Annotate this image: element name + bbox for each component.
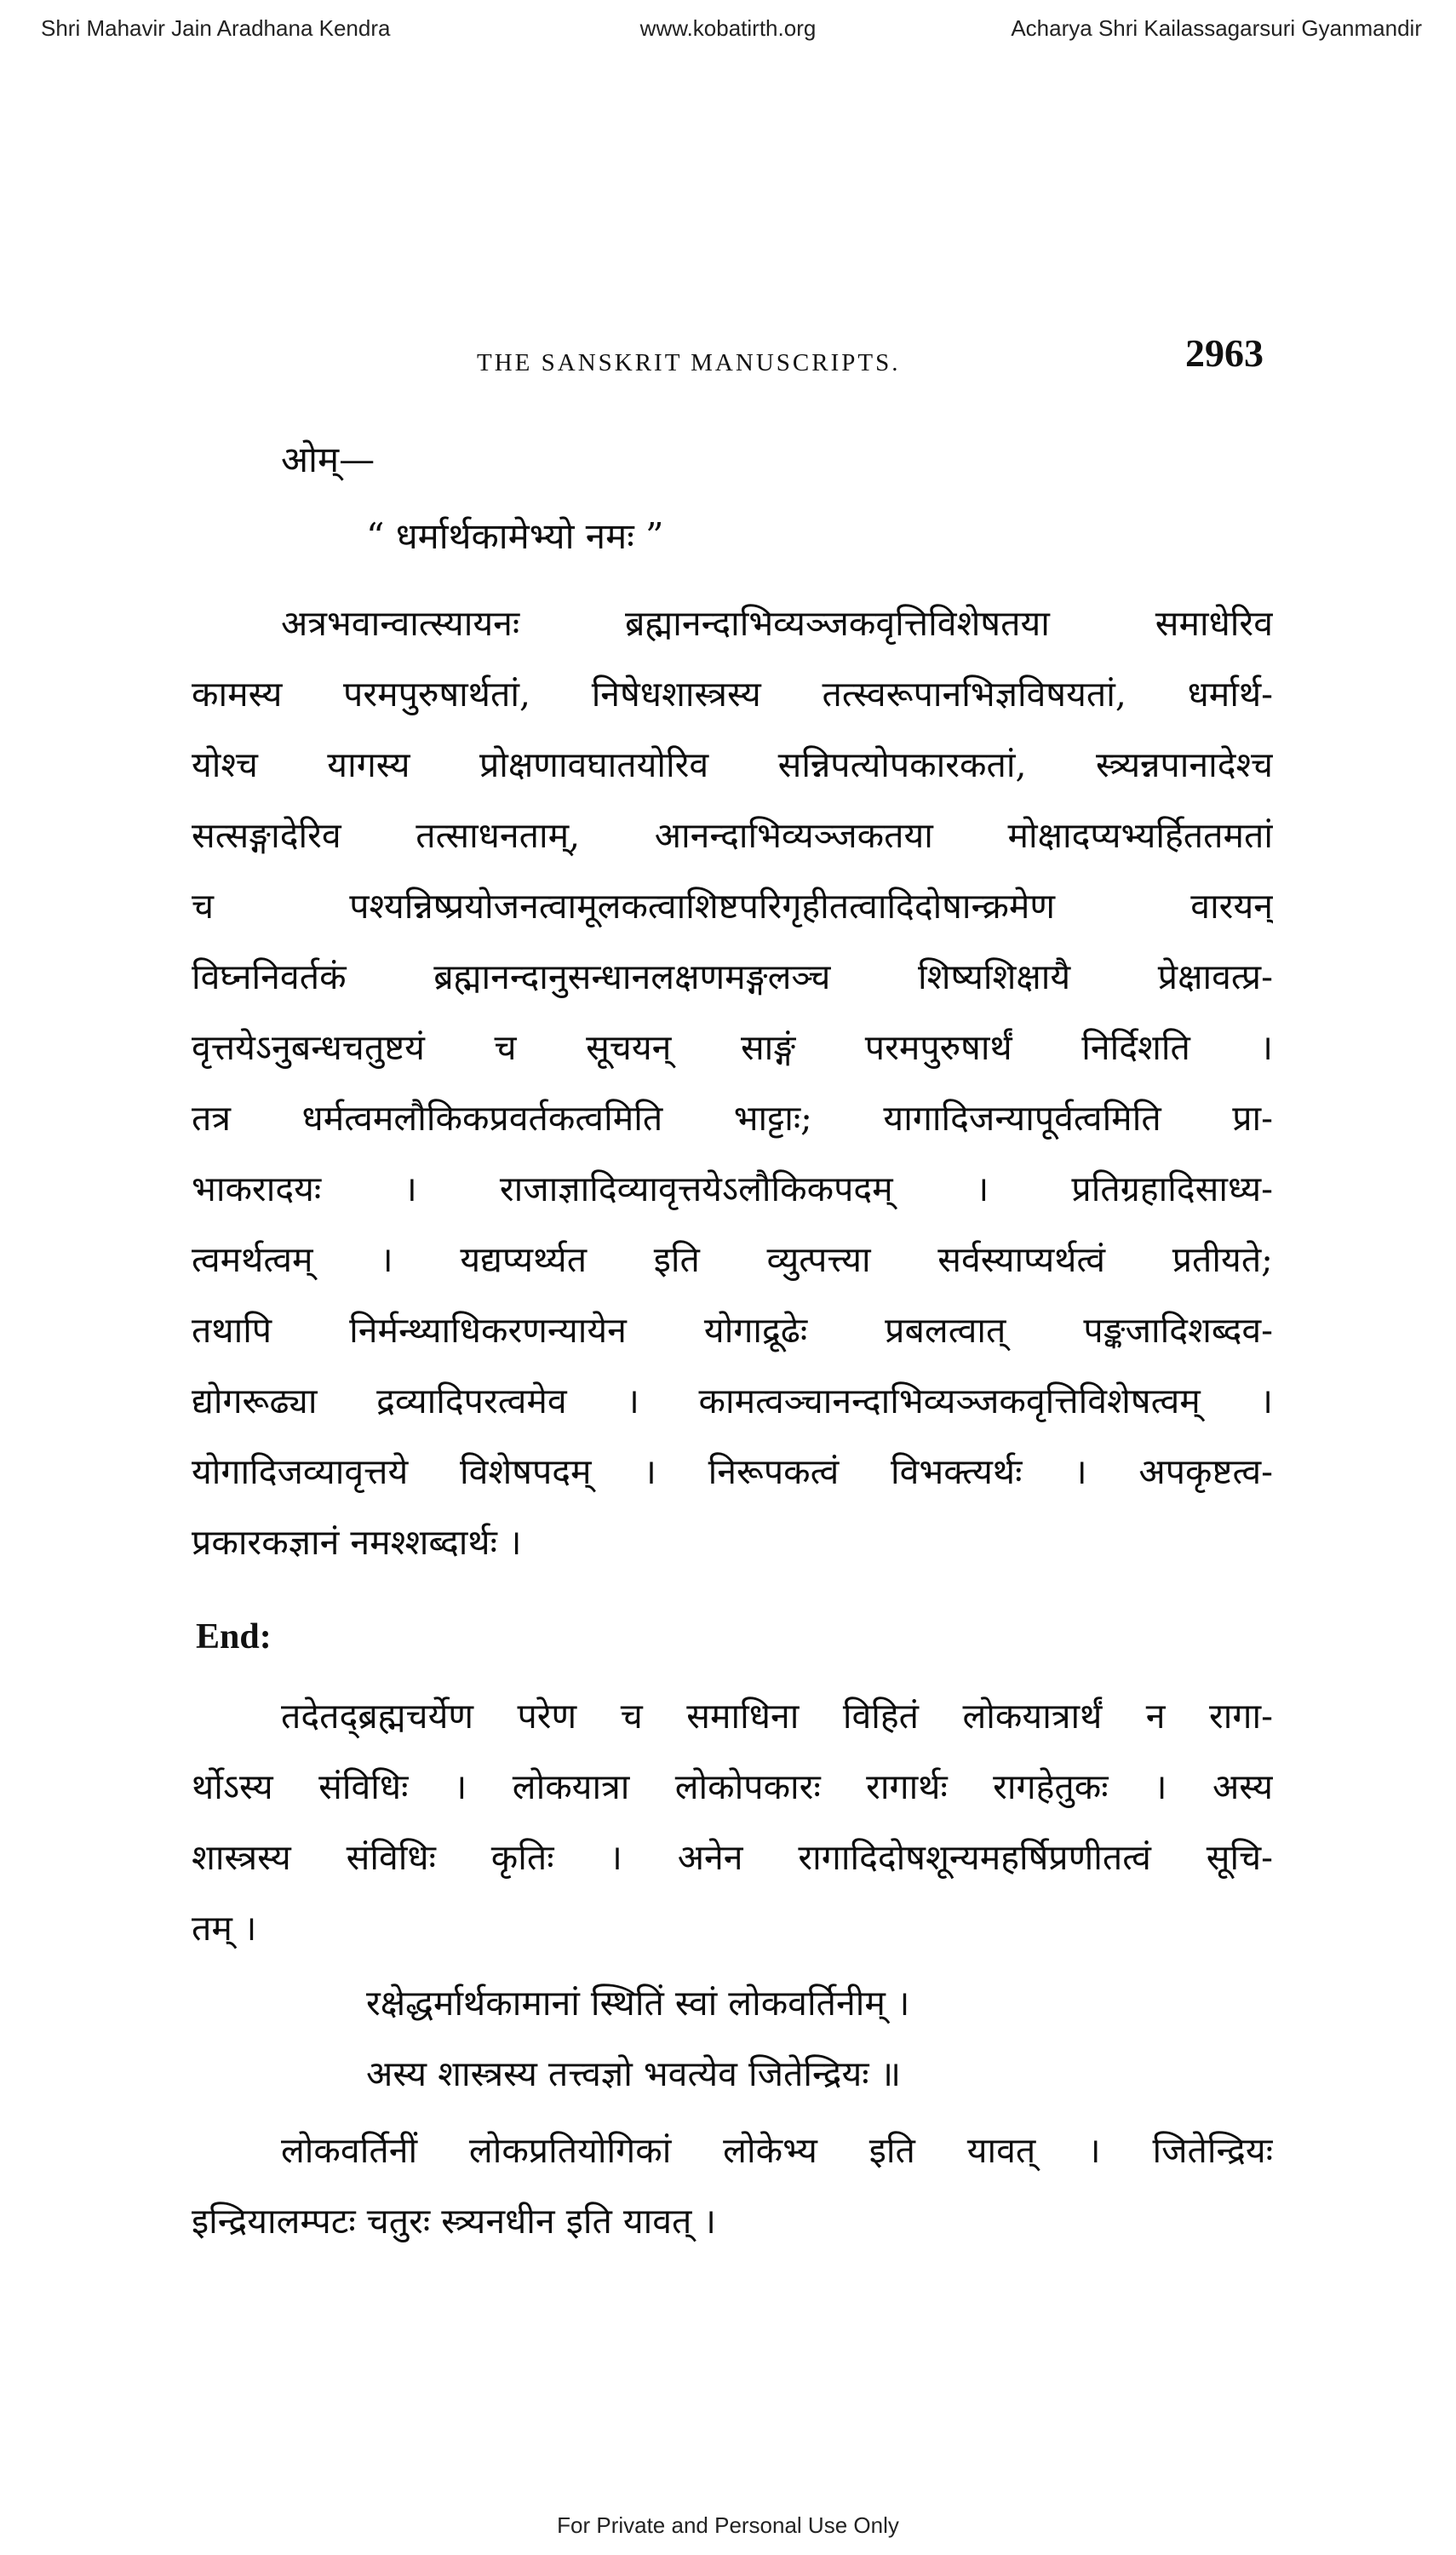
header-left-text: Shri Mahavir Jain Aradhana Kendra [41, 15, 391, 41]
om-heading: ओम्— [281, 439, 375, 480]
end-label: End: [196, 1617, 272, 1656]
body-line: भाकरादयः । राजाज्ञादिव्यावृत्तयेऽलौकिकपदम् । प्रतिग्रहादिसाध्य- [192, 1168, 1273, 1209]
closing-line: लोकवर्तिनीं लोकप्रतियोगिकां लोकेभ्य इति यावत् । जितेन्द्रियः [281, 2130, 1273, 2171]
end-line: तदेतद्ब्रह्मचर्येण परेण च समाधिना विहितं लोकयात्रार्थं न रागा- [281, 1696, 1273, 1737]
verse-line: अस्य शास्त्रस्य तत्त्वज्ञो भवत्येव जितेन्द्रियः ॥ [366, 2053, 902, 2094]
invocation: “ धर्मार्थकामेभ्यो नमः ” [366, 515, 664, 557]
body-line: द्योगरूढ्या द्रव्यादिपरत्वमेव । कामत्वञ्चानन्दाभिव्यञ्जकवृत्तिविशेषत्वम् । [192, 1381, 1273, 1421]
end-line: शास्त्रस्य संविधिः कृतिः । अनेन रागादिदोषशून्यमहर्षिप्रणीतत्वं सूचि- [192, 1837, 1273, 1878]
body-line: सत्सङ्गादेरिव तत्साधनताम्, आनन्दाभिव्यञ्जकतया मोक्षादप्यभ्यर्हिततमतां [192, 815, 1273, 856]
site-header [0, 12, 1456, 46]
page-number: 2963 [1185, 331, 1264, 375]
body-line: वृत्तयेऽनुबन्धचतुष्टयं च सूचयन् साङ्गं परमपुरुषार्थं निर्दिशति । [192, 1027, 1273, 1068]
body-line: त्वमर्थत्वम् । यद्यप्यर्थ्यत इति व्युत्पत्त्या सर्वस्याप्यर्थत्वं प्रतीयते; [192, 1239, 1273, 1280]
header-website-link[interactable]: www.kobatirth.org [639, 15, 817, 41]
body-line: योश्च यागस्य प्रोक्षणावघातयोरिव सन्निपत्योपकारकतां, स्त्र्यन्नपानादेश्च [192, 744, 1273, 785]
body-line: तथापि निर्मन्थ्याधिकरणन्यायेन योगाद्रूढेः प्रबलत्वात् पङ्कजादिशब्दव- [192, 1310, 1273, 1351]
body-line: च पश्यन्निष्प्रयोजनत्वामूलकत्वाशिष्टपरिगृहीतत्वादिदोषान्क्रमेण वारयन् [192, 886, 1273, 927]
verse-line: रक्षेद्धर्मार्थकामानां स्थितिं स्वां लोकवर्तिनीम् । [366, 1983, 910, 2024]
closing-line: इन्द्रियालम्पटः चतुरः स्त्र्यनधीन इति यावत् । [192, 2201, 716, 2242]
footer-notice: For Private and Personal Use Only [557, 2512, 899, 2538]
body-line: योगादिजव्यावृत्तये विशेषपदम् । निरूपकत्वं विभक्त्यर्थः । अपकृष्टत्व- [192, 1451, 1273, 1492]
body-line: प्रकारकज्ञानं नमश्शब्दार्थः । [192, 1522, 522, 1563]
end-line: र्थोऽस्य संविधिः । लोकयात्रा लोकोपकारः रागार्थः रागहेतुकः । अस्य [192, 1766, 1273, 1807]
body-line: अत्रभवान्वात्स्यायनः ब्रह्मानन्दाभिव्यञ्जकवृत्तिविशेषतया समाधेरिव [281, 603, 1273, 644]
running-head: THE SANSKRIT MANUSCRIPTS. [477, 349, 901, 376]
body-line: तत्र धर्मत्वमलौकिकप्रवर्तकत्वमिति भाट्टाः; यागादिजन्यापूर्वत्वमिति प्रा- [192, 1098, 1273, 1139]
header-right-text: Acharya Shri Kailassagarsuri Gyanmandir [1011, 15, 1422, 41]
body-line: कामस्य परमपुरुषार्थतां, निषेधशास्त्रस्य तत्स्वरूपानभिज्ञविषयतां, धर्मार्थ- [192, 674, 1273, 715]
end-line: तम् । [192, 1908, 257, 1949]
body-line: विघ्ननिवर्तकं ब्रह्मानन्दानुसन्धानलक्षणमङ्गलञ्च शिष्यशिक्षायै प्रेक्षावत्प्र- [192, 956, 1273, 997]
